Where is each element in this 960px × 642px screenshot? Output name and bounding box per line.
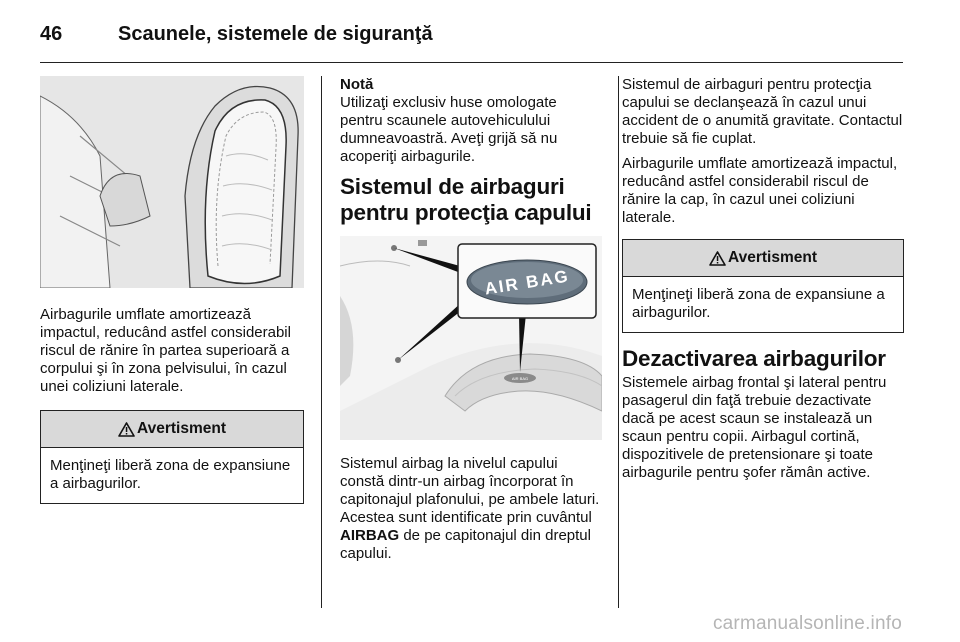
small-airbag-label: AIR BAG bbox=[511, 376, 529, 381]
page-number: 46 bbox=[40, 22, 63, 45]
warning-text-1: Menţineţi liberă zona de expansiune a airbagurilor. bbox=[50, 457, 291, 492]
deactivation-heading: Dezactivarea airbagurilor bbox=[622, 346, 886, 371]
head-airbag-heading: Sistemul de airbaguri pentru protecţia capului bbox=[340, 174, 592, 225]
warning-box-1 bbox=[40, 410, 304, 504]
seat-side-airbag-illustration bbox=[40, 76, 304, 288]
header-divider bbox=[40, 62, 903, 63]
warning-header-2 bbox=[623, 240, 903, 277]
col1-paragraph: Airbagurile umflate amortizează impactul, reducând astfel considerabil riscul de rănire în partea superioară a corpului şi în zona pelvisului, în cazul unei coliziuni laterale. bbox=[40, 306, 291, 395]
column-1 bbox=[40, 76, 304, 504]
column-3 bbox=[622, 76, 904, 482]
column-2 bbox=[340, 76, 602, 563]
col2-paragraph: Sistemul airbag la nivelul capului constă dintr-un airbag încorporat în capitonajul plafonului, pe ambele laturi. Acestea sunt identificate prin cuvântul AIRBAG de pe capitonajul din dreptul capului. bbox=[340, 455, 600, 562]
headliner-airbag-label-illustration bbox=[340, 236, 602, 440]
column-divider-2 bbox=[618, 76, 619, 608]
warning-text-2: Menţineţi liberă zona de expansiune a airbagurilor. bbox=[632, 286, 885, 321]
col3-paragraph-1: Sistemul de airbaguri pentru protecţia capului se declanşează în cazul unui accident de o anumită gravitate. Contactul trebuie să fie cuplat. bbox=[622, 76, 903, 147]
warning-triangle-icon bbox=[709, 251, 726, 266]
page-title: Scaunele, sistemele de siguranţă bbox=[118, 22, 433, 45]
warning-title-1: Avertisment bbox=[136, 420, 226, 437]
col3-paragraph-2: Airbagurile umflate amortizează impactul, reducând astfel considerabil riscul de rănire la cap, în cazul unei coliziuni laterale. bbox=[622, 155, 898, 226]
col3-paragraph-3: Sistemele airbag frontal şi lateral pentru pasagerul din faţă trebuie dezactivate dacă pe acest scaun se instalează un scaun pentru copii. Airbagul cortină, dispozitivele de pretensionare şi toate airbagurile pentru şofer rămân active. bbox=[622, 374, 887, 481]
warning-header-1 bbox=[41, 411, 303, 448]
warning-title-2: Avertisment bbox=[727, 249, 817, 266]
warning-box-2 bbox=[622, 239, 904, 333]
column-divider-1 bbox=[321, 76, 322, 608]
watermark: carmanualsonline.info bbox=[712, 613, 902, 634]
warning-triangle-icon bbox=[118, 422, 135, 437]
note-title: Notă bbox=[340, 76, 374, 93]
note-text: Utilizaţi exclusiv huse omologate pentru scaunele autovehiculului dumneavoastră. Aveţi grijă să nu acoperiţi airbagurile. bbox=[340, 94, 558, 165]
page-header bbox=[40, 14, 433, 54]
large-airbag-label: AIR BAG bbox=[483, 266, 571, 299]
